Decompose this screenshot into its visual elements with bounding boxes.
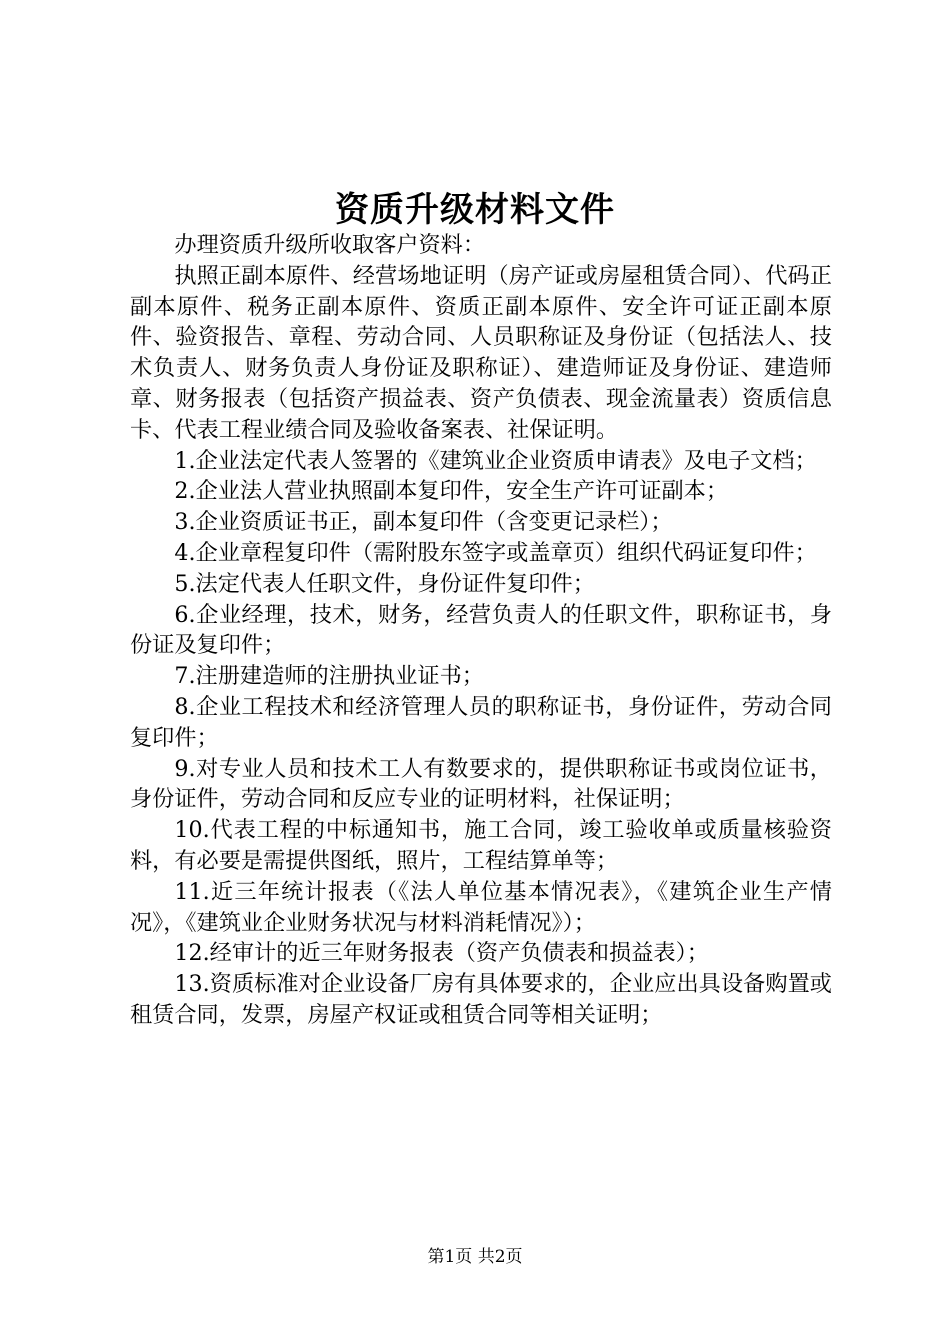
paragraph-materials: 执照正副本原件、经营场地证明（房产证或房屋租赁合同）、代码正副本原件、税务正副本原件、资质正副本原件、安全许可证正副本原件、验资报告、章程、劳动合同、人员职称证及身份证（包括法人、技术负责人、财务负责人身份证及职称证）、建造师证及身份证、建造师章、财务报表（包括资产损益表、资产负债表、现金流量表）资质信息卡、代表工程业绩合同及验收备案表、社保证明。 — [130, 262, 832, 443]
paragraph-intro: 办理资质升级所收取客户资料： — [174, 232, 486, 258]
list-item-5: 5.法定代表人任职文件，身份证件复印件； — [174, 570, 595, 597]
list-item-4: 4.企业章程复印件（需附股东签字或盖章页）组织代码证复印件； — [174, 539, 817, 566]
list-item-8: 8.企业工程技术和经济管理人员的职称证书，身份证件，劳动合同复印件； — [130, 693, 832, 751]
list-item-9: 9.对专业人员和技术工人有数要求的，提供职称证书或岗位证书，身份证件，劳动合同和反应专业的证明材料，社保证明； — [130, 755, 832, 813]
list-item-6: 6.企业经理，技术，财务，经营负责人的任职文件，职称证书，身份证及复印件； — [130, 601, 832, 659]
list-item-13: 13.资质标准对企业设备厂房有具体要求的，企业应出具设备购置或租赁合同，发票，房屋产权证或租赁合同等相关证明； — [130, 971, 832, 1028]
document-title: 资质升级材料文件 — [335, 190, 615, 230]
list-item-12: 12.经审计的近三年财务报表（资产负债表和损益表）； — [174, 940, 709, 967]
document-body — [130, 230, 832, 1031]
list-item-1: 1.企业法定代表人签署的《建筑业企业资质申请表》及电子文档； — [174, 447, 817, 474]
list-item-7: 7.注册建造师的注册执业证书； — [174, 663, 484, 690]
list-item-2: 2.企业法人营业执照副本复印件，安全生产许可证副本； — [174, 478, 729, 505]
list-item-3: 3.企业资质证书正，副本复印件（含变更记录栏）； — [174, 509, 673, 536]
list-item-11: 11.近三年统计报表（《法人单位基本情况表》，《建筑企业生产情况》，《建筑业企业财务状况与材料消耗情况》）； — [130, 878, 832, 936]
page-number-footer: 第1页 共2页 — [427, 1247, 523, 1267]
list-item-10: 10.代表工程的中标通知书，施工合同，竣工验收单或质量核验资料，有必要是需提供图纸，照片，工程结算单等； — [130, 817, 832, 874]
